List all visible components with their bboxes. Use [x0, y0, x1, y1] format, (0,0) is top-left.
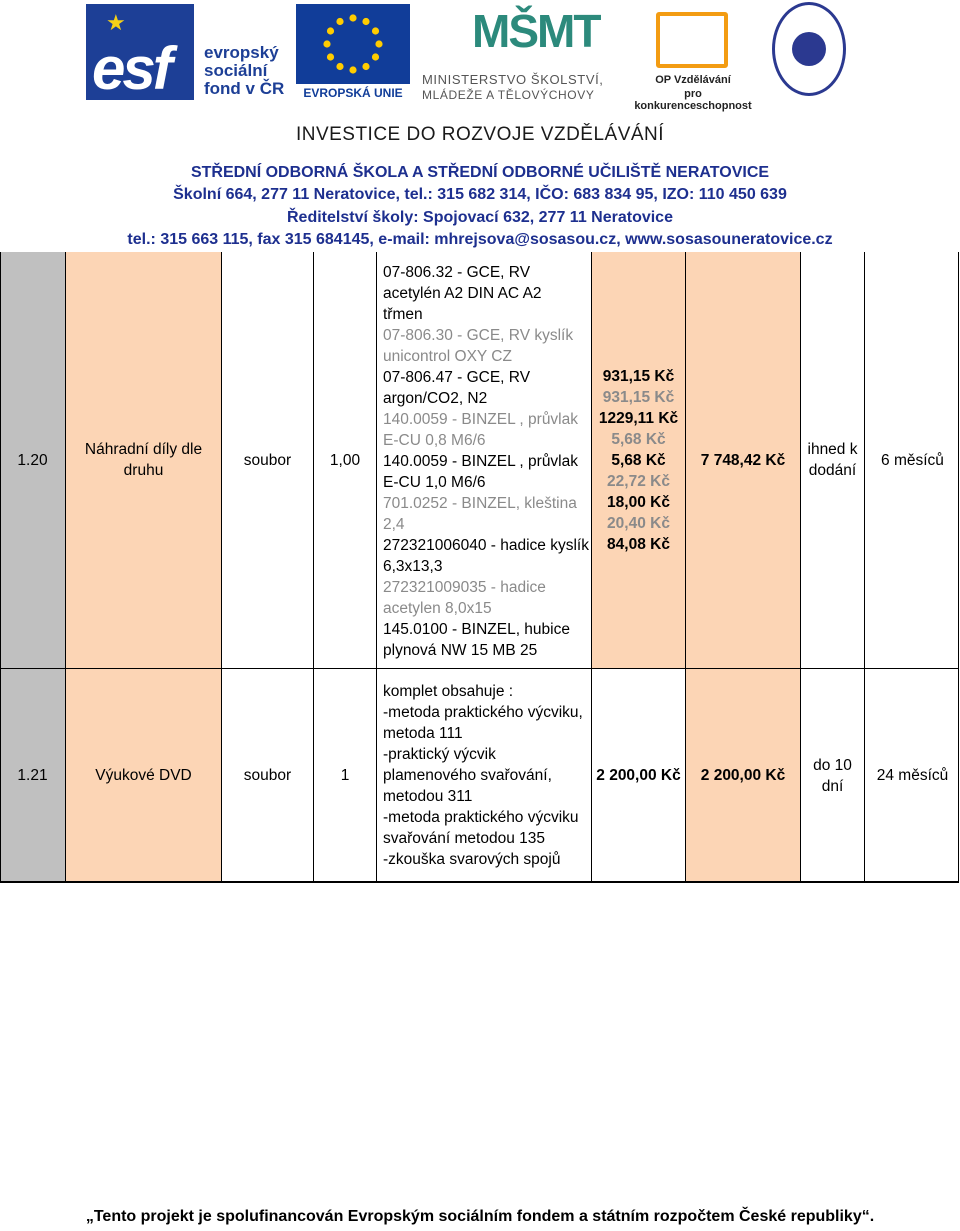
row-1-price-line: 22,72 Kč: [607, 473, 670, 490]
row-1-price-line: 20,40 Kč: [607, 515, 670, 532]
row-2-item-line: komplet obsahuje :: [383, 683, 514, 700]
grid-line: [65, 252, 66, 882]
row-1-item-line: unicontrol OXY CZ: [383, 347, 512, 365]
school-contact: tel.: 315 663 115, fax 315 684145, e-mail: mhrejsova@sosasou.cz, www.sosasouneratovice.cz: [127, 231, 833, 248]
row-1-price-line: 1229,11 Kč: [598, 410, 679, 427]
grid-line: [313, 252, 314, 882]
grid-line: [864, 252, 865, 882]
investice-heading: INVESTICE DO ROZVOJE VZDĚLÁVÁNÍ: [295, 124, 665, 145]
op-logo: [628, 6, 758, 112]
msmt-logo-mark: MŠMT: [472, 5, 600, 57]
eu-caption: EVROPSKÁ UNIE: [303, 86, 403, 100]
row-2-description: [377, 669, 591, 882]
row-1-item-line: 6,3x13,3: [383, 557, 443, 575]
eu-logo: [296, 4, 410, 100]
row-1-item-line: acetylen 8,0x15: [383, 599, 492, 617]
row-2-item-line: -praktický výcvik: [383, 746, 496, 763]
row-1-item-line: plynová NW 15 MB 25: [383, 641, 538, 659]
op-square-icon: [656, 12, 728, 68]
op-line-1: OP Vzdělávání: [655, 74, 731, 86]
row-1-item-line: acetylén A2 DIN AC A2: [383, 284, 542, 302]
star-icon: ★: [106, 10, 126, 35]
row-1-total: 7 748,42 Kč: [700, 451, 786, 469]
row-1-price-line: 5,68 Kč: [611, 452, 666, 469]
school-director: Ředitelství školy: Spojovací 632, 277 11 Neratovice: [287, 209, 673, 226]
row-1-item-line: 272321009035 - hadice: [383, 578, 546, 596]
esf-logo: [86, 4, 286, 100]
row-1-item-line: 145.0100 - BINZEL, hubice: [383, 620, 570, 638]
logo-strip: [0, 0, 960, 112]
esf-logo-text: evropský sociální fond v ČR: [204, 43, 285, 98]
row-1-item-line: 140.0059 - BINZEL , průvlak: [383, 452, 578, 470]
row-2-item-line: -metoda praktického výcviku,: [383, 704, 583, 721]
table-bottom-border: [0, 881, 959, 883]
msmt-line-1: MINISTERSTVO ŠKOLSTVÍ,: [422, 72, 604, 87]
items-table: [0, 252, 960, 884]
row-2-qty: 1: [340, 767, 350, 784]
row-1-item-line: 272321006040 - hadice kyslík: [383, 536, 589, 554]
row-1-unit-prices: [592, 252, 685, 668]
row-2-warranty: 24 měsíců: [876, 767, 949, 784]
grid-line: [0, 252, 1, 882]
row-1-description: [377, 258, 591, 664]
eu-flag-icon: [296, 4, 410, 84]
seal-emblem-icon: [792, 32, 826, 66]
row-1-item-line: argon/CO2, N2: [383, 389, 488, 407]
row-2-item-list: [383, 681, 583, 870]
row-separator: [0, 668, 959, 669]
row-2-item-line: -metoda praktického výcviku: [383, 809, 579, 826]
row-1-item-line: 07-806.32 - GCE, RV: [383, 263, 531, 281]
school-name: STŘEDNÍ ODBORNÁ ŠKOLA A STŘEDNÍ ODBORNÉ UČILIŠTĚ NERATOVICE: [190, 164, 770, 181]
row-1-id: 1.20: [17, 451, 48, 469]
grid-line: [958, 252, 959, 882]
row-1-item-line: 140.0059 - BINZEL , průvlak: [383, 410, 578, 428]
row-2-unit-price: 2 200,00 Kč: [596, 767, 681, 784]
row-1-price-line: 84,08 Kč: [607, 536, 670, 553]
row-1-item-list: [383, 262, 589, 661]
row-2-item-line: plamenového svařování,: [383, 767, 552, 784]
grid-line: [800, 252, 801, 882]
row-1-price-line: 5,68 Kč: [611, 431, 666, 448]
row-2-name: Výukové DVD: [95, 767, 192, 784]
msmt-line-2: MLÁDEŽE A TĚLOVÝCHOVY: [422, 88, 595, 102]
row-1-item-line: třmen: [383, 305, 423, 323]
op-line-2: pro konkurenceschopnost: [634, 88, 752, 112]
row-1-name: Náhradní díly dle druhu: [84, 441, 203, 479]
row-1-unit: soubor: [243, 451, 292, 469]
row-1-price-line: 931,15 Kč: [602, 368, 675, 385]
grid-line: [591, 252, 592, 882]
row-1-item-line: 07-806.30 - GCE, RV kyslík: [383, 326, 574, 344]
school-seal-logo: [772, 2, 848, 98]
row-1-item-line: 2,4: [383, 515, 405, 533]
row-1-qty: 1,00: [329, 451, 361, 469]
footer-note: „Tento projekt je spolufinancován Evropským sociálním fondem a státním rozpočtem České republiky“.: [85, 1208, 875, 1225]
grid-line: [221, 252, 222, 882]
row-2-item-line: metodou 311: [383, 788, 473, 805]
row-1-item-line: 701.0252 - BINZEL, kleština: [383, 494, 577, 512]
row-2-unit: soubor: [243, 767, 292, 784]
grid-line: [685, 252, 686, 882]
grid-line: [376, 252, 377, 882]
row-1-price-line: 931,15 Kč: [602, 389, 675, 406]
row-1-delivery: ihned k dodání: [807, 441, 858, 479]
row-1-item-line: E-CU 1,0 M6/6: [383, 473, 486, 491]
row-2-item-line: svařování metodou 135: [383, 830, 545, 847]
row-2-item-line: metoda 111: [383, 725, 463, 742]
row-1-warranty: 6 měsíců: [881, 451, 944, 469]
school-address: Školní 664, 277 11 Neratovice, tel.: 315 682 314, IČO: 683 834 95, IZO: 110 450 639: [173, 186, 787, 203]
esf-logo-word: esf: [92, 35, 170, 102]
row-1-price-line: 18,00 Kč: [607, 494, 670, 511]
msmt-logo: [420, 4, 620, 100]
row-2-id: 1.21: [17, 767, 48, 784]
row-2-item-line: -zkouška svarových spojů: [383, 851, 561, 868]
row-1-item-line: 07-806.47 - GCE, RV: [383, 368, 531, 386]
row-1-price-list: [599, 366, 678, 555]
row-2-total: 2 200,00 Kč: [700, 767, 786, 784]
row-1-item-line: E-CU 0,8 M6/6: [383, 431, 486, 449]
row-2-delivery: do 10 dní: [813, 756, 852, 795]
